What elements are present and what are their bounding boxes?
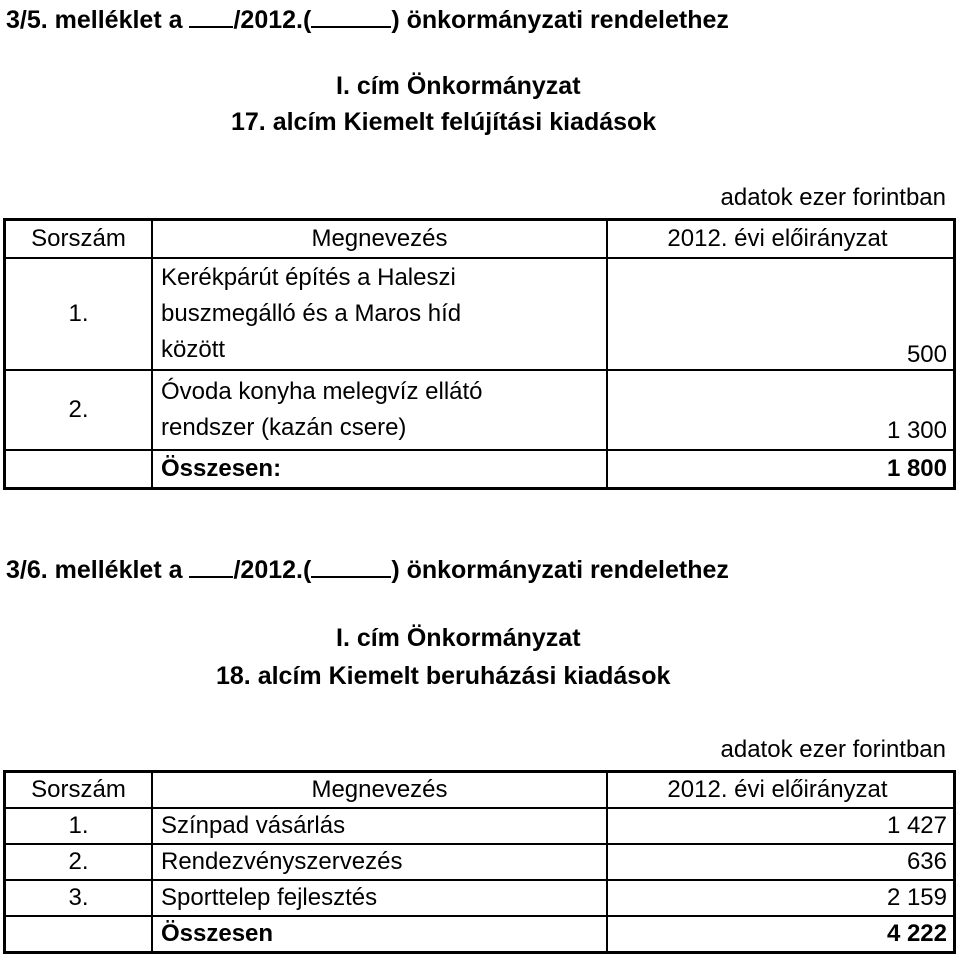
annex-header-mid: /2012.( bbox=[233, 556, 312, 584]
table-total-row bbox=[5, 450, 955, 489]
total-label: Összesen: bbox=[152, 450, 607, 489]
col-header-megnevezes: Megnevezés bbox=[152, 772, 607, 809]
row-amount: 1 300 bbox=[607, 370, 955, 450]
row-number: 1. bbox=[5, 808, 153, 844]
row-name-line: buszmegálló és a Maros híd bbox=[161, 300, 462, 327]
total-empty-cell bbox=[5, 450, 153, 489]
total-amount: 1 800 bbox=[607, 450, 955, 489]
total-empty-cell bbox=[5, 916, 153, 953]
table-row bbox=[5, 808, 955, 844]
blank-line bbox=[311, 554, 391, 578]
table-total-row bbox=[5, 916, 955, 953]
row-name bbox=[152, 370, 607, 450]
table-row bbox=[5, 880, 955, 916]
row-number: 1. bbox=[5, 258, 153, 370]
table-row bbox=[5, 370, 955, 450]
row-name-line: Kerékpárút építés a Haleszi bbox=[161, 264, 456, 291]
row-name-line: rendszer (kazán csere) bbox=[161, 414, 407, 441]
title-line-2: 17. alcím Kiemelt felújítási kiadások bbox=[231, 108, 657, 136]
annex-header-prefix: 3/5. melléklet a bbox=[6, 6, 183, 34]
col-header-eloiranyzat: 2012. évi előirányzat bbox=[607, 220, 955, 259]
row-name: Színpad vásárlás bbox=[152, 808, 607, 844]
row-amount: 1 427 bbox=[607, 808, 955, 844]
table-beruhazas bbox=[3, 770, 956, 954]
row-amount: 500 bbox=[607, 258, 955, 370]
unit-note: adatok ezer forintban bbox=[720, 184, 946, 211]
col-header-megnevezes: Megnevezés bbox=[152, 220, 607, 259]
row-name: Rendezvényszervezés bbox=[152, 844, 607, 880]
table-row bbox=[5, 258, 955, 370]
row-number: 3. bbox=[5, 880, 153, 916]
title-line-2: 18. alcím Kiemelt beruházási kiadások bbox=[216, 662, 671, 690]
table-row bbox=[5, 844, 955, 880]
total-label: Összesen bbox=[152, 916, 607, 953]
unit-note: adatok ezer forintban bbox=[720, 736, 946, 763]
row-number: 2. bbox=[5, 844, 153, 880]
row-amount: 636 bbox=[607, 844, 955, 880]
row-name bbox=[152, 258, 607, 370]
title-line-1: I. cím Önkormányzat bbox=[336, 72, 581, 100]
row-name: Sporttelep fejlesztés bbox=[152, 880, 607, 916]
row-number: 2. bbox=[5, 370, 153, 450]
col-header-eloiranyzat: 2012. évi előirányzat bbox=[607, 772, 955, 809]
table-header-row bbox=[5, 772, 955, 809]
annex-header-suffix: ) önkormányzati rendelethez bbox=[391, 6, 729, 34]
row-name-line: között bbox=[161, 336, 226, 363]
annex-header-mid: /2012.( bbox=[233, 6, 312, 34]
table-header-row bbox=[5, 220, 955, 259]
annex-header-suffix: ) önkormányzati rendelethez bbox=[391, 556, 729, 584]
annex-header-1 bbox=[6, 4, 729, 35]
annex-header-prefix: 3/6. melléklet a bbox=[6, 556, 183, 584]
row-name-line: Óvoda konyha melegvíz ellátó bbox=[161, 378, 483, 405]
total-amount: 4 222 bbox=[607, 916, 955, 953]
col-header-sorszam: Sorszám bbox=[5, 220, 153, 259]
row-amount: 2 159 bbox=[607, 880, 955, 916]
col-header-sorszam: Sorszám bbox=[5, 772, 153, 809]
blank-line bbox=[189, 4, 233, 28]
annex-header-2 bbox=[6, 554, 729, 585]
blank-line bbox=[189, 554, 233, 578]
title-line-1: I. cím Önkormányzat bbox=[336, 624, 581, 652]
blank-line bbox=[311, 4, 391, 28]
table-felujitas bbox=[3, 218, 956, 490]
